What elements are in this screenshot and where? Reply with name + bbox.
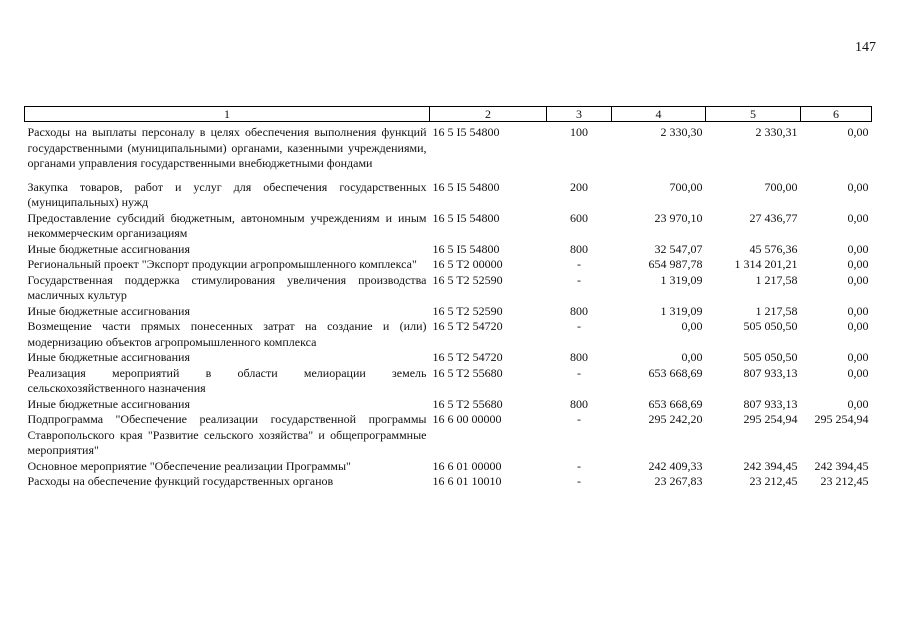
row-type: 800 xyxy=(570,396,588,411)
row-type: - xyxy=(577,272,581,287)
budget-table xyxy=(24,106,872,490)
row-value-1: 23 970,10 xyxy=(654,210,703,225)
row-type: 100 xyxy=(570,125,588,139)
row-type: - xyxy=(577,412,581,426)
column-header-3: 3 xyxy=(547,107,612,122)
row-value-3: 242 394,45 xyxy=(814,458,869,473)
row-value-2: 45 576,36 xyxy=(749,241,798,256)
row-value-2: 242 394,45 xyxy=(743,458,798,473)
row-value-1: 295 242,20 xyxy=(648,412,703,426)
row-value-2: 1 217,58 xyxy=(755,272,798,287)
row-code: 16 6 01 10010 xyxy=(432,474,502,488)
row-name: Подпрограмма "Обеспечение реализации государственной программы Ставропольского края "Развитие сельского хозяйства" и общепрограммные мероприятия" xyxy=(27,412,427,457)
row-value-3: 0,00 xyxy=(847,179,869,194)
column-header-6: 6 xyxy=(801,107,872,122)
row-value-2: 807 933,13 xyxy=(743,365,798,380)
row-code: 16 5 T2 52590 xyxy=(432,272,503,287)
row-name: Реализация мероприятий в области мелиорации земель сельскохозяйственного назначения xyxy=(27,365,427,395)
row-type: - xyxy=(577,474,581,488)
column-header-2: 2 xyxy=(430,107,547,122)
row-name: Основное мероприятие "Обеспечение реализации Программы" xyxy=(27,458,351,473)
row-value-1: 0,00 xyxy=(681,350,703,364)
row-value-2: 505 050,50 xyxy=(743,319,798,333)
table-row xyxy=(25,122,872,172)
row-value-1: 1 319,09 xyxy=(660,272,703,287)
row-value-3: 0,00 xyxy=(847,396,869,411)
row-name: Иные бюджетные ассигнования xyxy=(27,303,190,318)
row-value-3: 0,00 xyxy=(847,303,869,318)
table-row xyxy=(25,172,872,211)
header-row xyxy=(25,107,872,122)
row-value-2: 1 314 201,21 xyxy=(734,257,798,271)
row-type: - xyxy=(577,458,581,473)
row-value-2: 700,00 xyxy=(764,179,798,194)
row-value-1: 653 668,69 xyxy=(648,396,703,411)
row-value-1: 32 547,07 xyxy=(654,241,703,256)
row-value-2: 1 217,58 xyxy=(755,303,798,318)
row-name: Региональный проект "Экспорт продукции агропромышленного комплекса" xyxy=(27,257,417,271)
row-value-3: 0,00 xyxy=(847,272,869,287)
row-name: Иные бюджетные ассигнования xyxy=(27,241,190,256)
row-value-3: 0,00 xyxy=(847,210,869,225)
column-header-4: 4 xyxy=(612,107,706,122)
row-type: 200 xyxy=(570,179,588,194)
column-header-5: 5 xyxy=(706,107,801,122)
row-value-2: 295 254,94 xyxy=(743,412,798,426)
row-code: 16 5 T2 52590 xyxy=(432,303,503,318)
row-value-1: 700,00 xyxy=(669,179,703,194)
row-type: 600 xyxy=(570,210,588,225)
table-row xyxy=(25,319,872,350)
row-code: 16 5 T2 54720 xyxy=(432,319,503,333)
row-code: 16 6 00 00000 xyxy=(432,412,502,426)
row-value-3: 23 212,45 xyxy=(820,474,869,488)
row-value-3: 0,00 xyxy=(847,319,869,333)
page-number: 147 xyxy=(855,40,876,55)
row-code: 16 5 I5 54800 xyxy=(432,241,500,256)
row-value-3: 0,00 xyxy=(847,125,869,139)
row-name: Иные бюджетные ассигнования xyxy=(27,396,190,411)
table-row xyxy=(25,273,872,304)
row-value-1: 653 668,69 xyxy=(648,365,703,380)
row-value-1: 654 987,78 xyxy=(648,257,703,271)
table-header xyxy=(25,107,872,122)
row-value-2: 505 050,50 xyxy=(743,350,798,364)
row-code: 16 5 T2 55680 xyxy=(432,396,503,411)
row-code: 16 5 I5 54800 xyxy=(432,210,500,225)
table-row xyxy=(25,304,872,320)
row-name: Расходы на обеспечение функций государственных органов xyxy=(27,474,334,488)
row-name: Возмещение части прямых понесенных затрат на создание и (или) модернизацию объектов агропромышленного комплекса xyxy=(27,319,427,349)
row-code: 16 5 T2 54720 xyxy=(432,350,503,364)
table-row xyxy=(25,412,872,459)
row-type: 800 xyxy=(570,350,588,364)
row-value-2: 2 330,31 xyxy=(755,125,798,139)
row-value-2: 27 436,77 xyxy=(749,210,798,225)
table-row xyxy=(25,366,872,397)
row-value-3: 0,00 xyxy=(847,241,869,256)
row-value-3: 0,00 xyxy=(847,257,869,271)
row-value-1: 0,00 xyxy=(681,319,703,333)
row-name: Предоставление субсидий бюджетным, автономным учреждениям и иным некоммерческим организациям xyxy=(27,210,427,240)
row-value-1: 242 409,33 xyxy=(648,458,703,473)
table-row xyxy=(25,257,872,273)
row-name: Иные бюджетные ассигнования xyxy=(27,350,190,364)
row-code: 16 6 01 00000 xyxy=(432,458,502,473)
table-row xyxy=(25,474,872,490)
row-type: - xyxy=(577,365,581,380)
row-value-2: 23 212,45 xyxy=(749,474,798,488)
row-name: Закупка товаров, работ и услуг для обеспечения государственных (муниципальных) нужд xyxy=(27,179,427,209)
table-row xyxy=(25,350,872,366)
table-body xyxy=(25,122,872,490)
row-value-2: 807 933,13 xyxy=(743,396,798,411)
row-type: 800 xyxy=(570,241,588,256)
table-row xyxy=(25,459,872,475)
row-code: 16 5 T2 00000 xyxy=(432,257,503,271)
row-code: 16 5 I5 54800 xyxy=(432,179,500,194)
row-name: Расходы на выплаты персоналу в целях обеспечения выполнения функций государственными (муниципальными) органами, казенными учреждениями, органами управления государственными внебюджетными фондами xyxy=(27,125,427,170)
row-name: Государственная поддержка стимулирования увеличения производства масличных культур xyxy=(27,272,427,302)
table-row xyxy=(25,397,872,413)
row-type: - xyxy=(577,257,581,271)
row-type: - xyxy=(577,319,581,333)
row-value-1: 2 330,30 xyxy=(660,125,703,139)
table-row xyxy=(25,242,872,258)
row-value-3: 0,00 xyxy=(847,365,869,380)
row-code: 16 5 T2 55680 xyxy=(432,365,503,380)
row-value-3: 295 254,94 xyxy=(814,412,869,426)
column-header-1: 1 xyxy=(25,107,430,122)
row-value-1: 1 319,09 xyxy=(660,303,703,318)
table-row xyxy=(25,211,872,242)
row-value-1: 23 267,83 xyxy=(654,474,703,488)
row-value-3: 0,00 xyxy=(847,350,869,364)
row-type: 800 xyxy=(570,303,588,318)
row-code: 16 5 I5 54800 xyxy=(432,125,500,139)
